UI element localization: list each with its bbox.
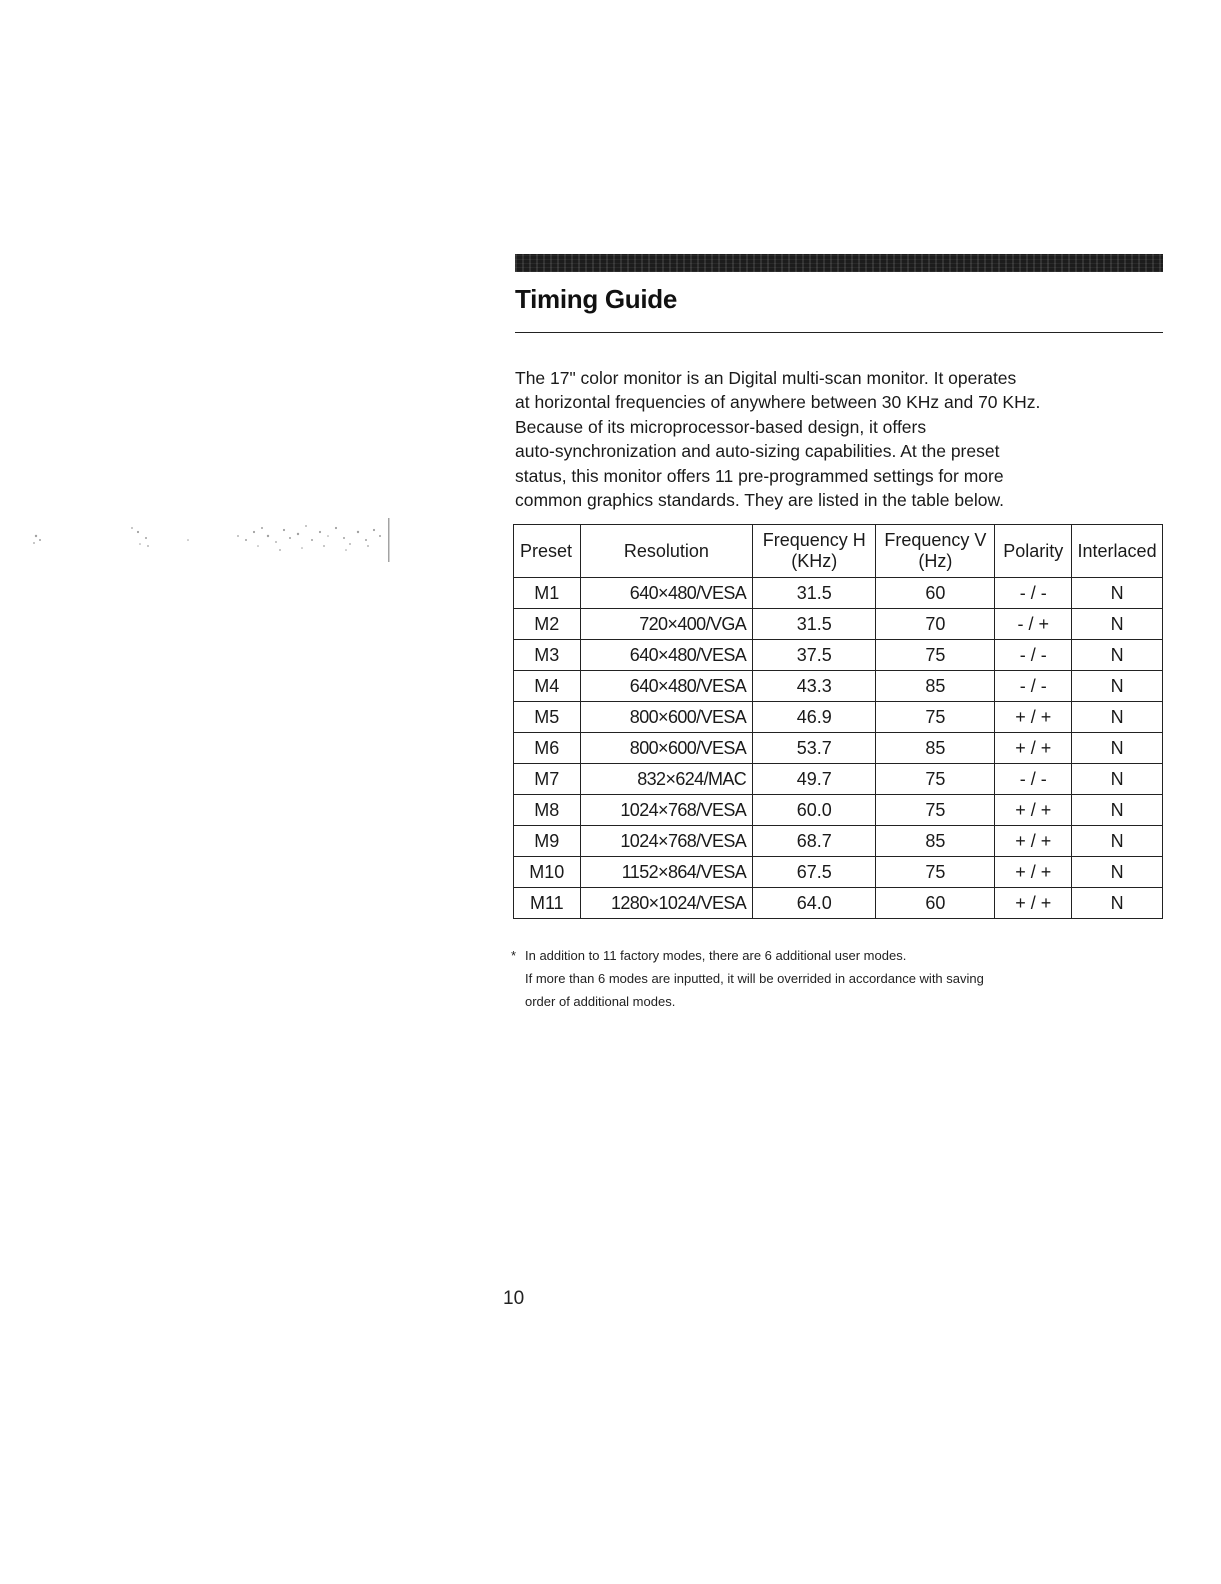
cell-interlaced: N [1072,764,1163,795]
cell-polarity: + / + [995,826,1072,857]
cell-resolution: 1024×768/VESA [580,795,753,826]
cell-interlaced: N [1072,578,1163,609]
page-title: Timing Guide [515,284,678,314]
table-row [514,764,1163,795]
header-frequency-h [753,525,876,578]
cell-polarity: + / + [995,857,1072,888]
scan-artifact-smudge [28,516,394,568]
cell-polarity: - / + [995,609,1072,640]
header-frequency-h-label: Frequency H [762,530,866,550]
cell-frequency-v: 70 [876,609,995,640]
intro-line: status, this monitor offers 11 pre-programmed settings for more [515,465,1004,486]
cell-resolution: 800×600/VESA [580,733,753,764]
table-row [514,733,1163,764]
table-row [514,609,1163,640]
cell-polarity: - / - [995,578,1072,609]
title-divider [515,332,1163,333]
cell-frequency-h: 60.0 [753,795,876,826]
table-row [514,671,1163,702]
cell-polarity: + / + [995,888,1072,919]
cell-preset: M2 [514,609,581,640]
cell-frequency-v: 85 [876,733,995,764]
table-row [514,888,1163,919]
cell-resolution: 1024×768/VESA [580,826,753,857]
header-frequency-h-unit: (KHz) [791,551,838,571]
footnote-line [511,944,1151,967]
cell-preset: M9 [514,826,581,857]
cell-resolution: 640×480/VESA [580,578,753,609]
cell-frequency-v: 75 [876,764,995,795]
cell-interlaced: N [1072,795,1163,826]
cell-frequency-v: 75 [876,857,995,888]
table-row [514,857,1163,888]
cell-frequency-h: 46.9 [753,702,876,733]
footnote-text-3: order of additional modes. [525,994,676,1009]
header-frequency-v [876,525,995,578]
page-number: 10 [503,1288,525,1309]
timing-table [513,524,1163,919]
footnote-text-1: In addition to 11 factory modes, there are 6 additional user modes. [525,948,907,963]
table-row [514,795,1163,826]
cell-interlaced: N [1072,826,1163,857]
cell-preset: M6 [514,733,581,764]
cell-interlaced: N [1072,702,1163,733]
footnote [511,944,1151,1013]
cell-preset: M3 [514,640,581,671]
cell-interlaced: N [1072,640,1163,671]
cell-frequency-h: 37.5 [753,640,876,671]
cell-interlaced: N [1072,609,1163,640]
cell-frequency-h: 53.7 [753,733,876,764]
cell-interlaced: N [1072,671,1163,702]
footnote-text-2: If more than 6 modes are inputted, it will be overrided in accordance with saving [525,971,984,986]
intro-paragraph [515,366,1155,512]
cell-preset: M1 [514,578,581,609]
header-frequency-v-label: Frequency V [884,530,987,550]
cell-resolution: 832×624/MAC [580,764,753,795]
cell-frequency-v: 75 [876,640,995,671]
section-header-band [515,254,1163,272]
header-preset: Preset [514,525,581,578]
cell-resolution: 640×480/VESA [580,640,753,671]
cell-frequency-v: 60 [876,578,995,609]
cell-polarity: - / - [995,671,1072,702]
cell-interlaced: N [1072,733,1163,764]
intro-line: at horizontal frequencies of anywhere between 30 KHz and 70 KHz. [515,392,1041,413]
table-row [514,826,1163,857]
header-polarity: Polarity [995,525,1072,578]
cell-frequency-h: 31.5 [753,578,876,609]
table-row [514,578,1163,609]
cell-resolution: 640×480/VESA [580,671,753,702]
cell-frequency-v: 60 [876,888,995,919]
cell-resolution: 1152×864/VESA [580,857,753,888]
cell-preset: M4 [514,671,581,702]
intro-line: common graphics standards. They are listed in the table below. [515,490,1004,511]
cell-resolution: 1280×1024/VESA [580,888,753,919]
cell-polarity: + / + [995,733,1072,764]
intro-line: auto-synchronization and auto-sizing capabilities. At the preset [515,441,1000,462]
cell-frequency-v: 85 [876,671,995,702]
table-header-row [514,525,1163,578]
intro-line: The 17" color monitor is an Digital multi-scan monitor. It operates [515,368,1017,388]
header-resolution: Resolution [580,525,753,578]
cell-frequency-h: 64.0 [753,888,876,919]
cell-resolution: 800×600/VESA [580,702,753,733]
cell-preset: M8 [514,795,581,826]
intro-line: Because of its microprocessor-based design, it offers [515,416,927,437]
table-row [514,702,1163,733]
cell-polarity: + / + [995,702,1072,733]
cell-frequency-h: 49.7 [753,764,876,795]
cell-polarity: - / - [995,640,1072,671]
cell-polarity: - / - [995,764,1072,795]
header-frequency-v-unit: (Hz) [918,551,953,571]
cell-frequency-h: 67.5 [753,857,876,888]
header-interlaced: Interlaced [1072,525,1163,578]
cell-preset: M7 [514,764,581,795]
cell-interlaced: N [1072,888,1163,919]
cell-frequency-v: 75 [876,795,995,826]
timing-table-body [514,578,1163,919]
cell-frequency-h: 68.7 [753,826,876,857]
cell-polarity: + / + [995,795,1072,826]
cell-frequency-v: 75 [876,702,995,733]
footnote-marker: * [511,948,517,963]
cell-preset: M11 [514,888,581,919]
cell-resolution: 720×400/VGA [580,609,753,640]
table-row [514,640,1163,671]
cell-frequency-h: 43.3 [753,671,876,702]
cell-frequency-h: 31.5 [753,609,876,640]
cell-frequency-v: 85 [876,826,995,857]
cell-preset: M10 [514,857,581,888]
cell-interlaced: N [1072,857,1163,888]
cell-preset: M5 [514,702,581,733]
